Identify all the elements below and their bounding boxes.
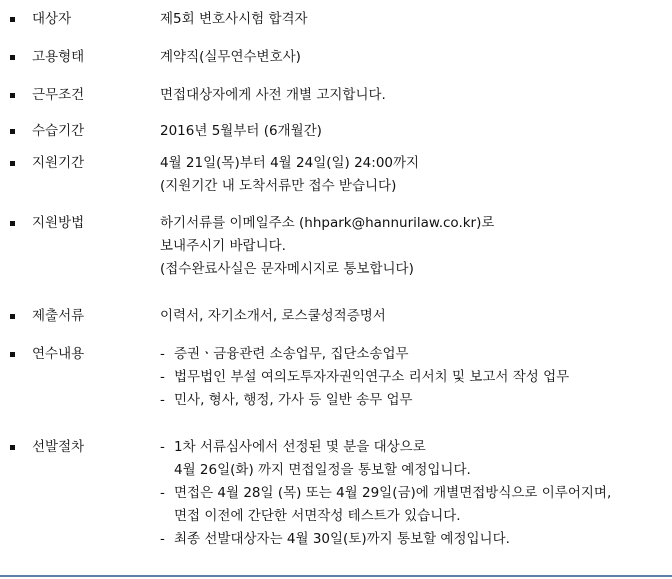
dash-marker: - — [160, 439, 165, 455]
bullet-icon — [10, 161, 15, 166]
section-content — [160, 343, 665, 412]
section-text-line: 하기서류를 이메일주소 (hhpark@hannurilaw.co.kr)로 — [160, 215, 495, 231]
list-item-line: 증권ㆍ금융관련 소송업무, 집단소송업무 — [174, 346, 409, 362]
section-text-line: 면접대상자에게 사전 개별 고지합니다. — [160, 87, 386, 103]
section-text-line: 2016년 5월부터 (6개월간) — [160, 123, 322, 139]
list-item-line: 면접은 4월 28일 (목) 또는 4월 29일(금)에 개별면접방식으로 이루어지며, — [174, 485, 612, 501]
section-content — [160, 84, 665, 107]
bottom-divider — [0, 575, 672, 577]
list-item — [160, 389, 665, 412]
list-item-line: 법무법인 부설 여의도투자자권익연구소 리서치 및 보고서 작성 업무 — [174, 369, 570, 385]
list-item — [160, 366, 665, 389]
list-item-line: 1차 서류심사에서 선정된 몇 분을 대상으로 — [174, 439, 426, 455]
section-label: 고용형태 — [32, 49, 85, 65]
section-content — [160, 8, 665, 31]
bullet-icon — [10, 129, 15, 134]
section-content — [160, 120, 665, 143]
section-label: 지원방법 — [32, 215, 85, 231]
list-item-line: 민사, 형사, 행정, 가사 등 일반 송무 업무 — [174, 392, 413, 408]
dash-marker: - — [160, 531, 165, 547]
list-item — [160, 343, 665, 366]
section-label: 선발절차 — [32, 439, 85, 455]
section-label: 지원기간 — [32, 155, 85, 171]
section-text-line: (접수완료사실은 문자메시지로 통보합니다) — [160, 261, 414, 277]
section-content — [160, 305, 665, 328]
section-text-line: 제5회 변호사시험 합격자 — [160, 11, 308, 27]
dash-marker: - — [160, 346, 165, 362]
section-content — [160, 436, 665, 551]
section-text-line: 이력서, 자기소개서, 로스쿨성적증명서 — [160, 308, 386, 324]
bullet-icon — [10, 445, 15, 450]
section-content — [160, 212, 665, 281]
dash-marker: - — [160, 392, 165, 408]
bullet-icon — [10, 93, 15, 98]
bullet-icon — [10, 314, 15, 319]
list-item-line: 면접 이전에 간단한 서면작성 테스트가 있습니다. — [174, 508, 461, 524]
section-text-line: (지원기간 내 도착서류만 접수 받습니다) — [160, 178, 397, 194]
list-item-line: 4월 26일(화) 까지 면접일정을 통보할 예정입니다. — [174, 462, 471, 478]
section-label: 제출서류 — [32, 308, 85, 324]
section-content — [160, 46, 665, 69]
dash-marker: - — [160, 369, 165, 385]
list-item — [160, 528, 665, 551]
bullet-icon — [10, 352, 15, 357]
section-text-line: 계약직(실무연수변호사) — [160, 49, 301, 65]
section-text-line: 4월 21일(목)부터 4월 24일(일) 24:00까지 — [160, 155, 420, 171]
bullet-icon — [10, 17, 15, 22]
dash-marker: - — [160, 485, 165, 501]
list-item — [160, 436, 665, 482]
section-label: 연수내용 — [32, 346, 85, 362]
section-content — [160, 152, 665, 198]
list-item-line: 최종 선발대상자는 4월 30일(토)까지 통보할 예정입니다. — [174, 531, 510, 547]
section-label: 근무조건 — [32, 87, 85, 103]
section-label: 수습기간 — [32, 123, 85, 139]
bullet-icon — [10, 221, 15, 226]
list-item — [160, 482, 665, 528]
section-label: 대상자 — [32, 11, 72, 27]
bullet-icon — [10, 55, 15, 60]
section-text-line: 보내주시기 바랍니다. — [160, 238, 286, 254]
